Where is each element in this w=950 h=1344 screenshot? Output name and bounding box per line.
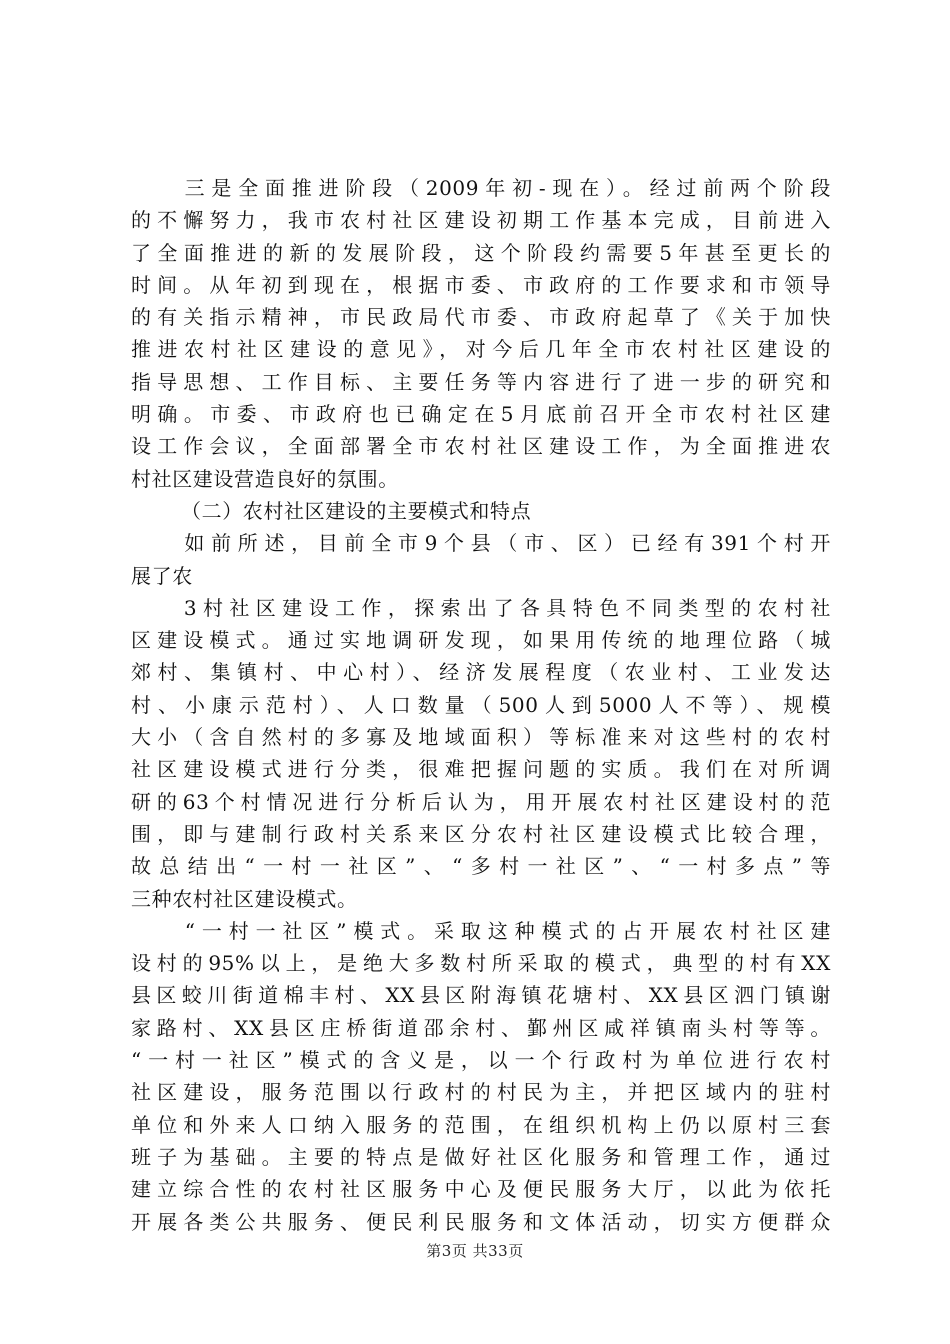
text-line: 区建设模式。通过实地调研发现，如果用传统的地理位路（城 [131,628,831,653]
text-line: 研的63个村情况进行分析后认为，用开展农村社区建设村的范 [131,789,831,814]
text-line: 郊村、集镇村、中心村）、经济发展程度（农业村、工业发达 [131,660,831,685]
text-line: 推进农村社区建设的意见》，对今后几年全市农村社区建设的 [131,337,831,362]
text-line: 故总结出“一村一社区”、“多村一社区”、“一村多点”等 [131,854,831,879]
text-line: 村、小康示范村）、人口数量（500人到5000人不等）、规模 [131,692,831,717]
text-line: 的不懈努力，我市农村社区建设初期工作基本完成，目前进入 [131,208,831,233]
text-line: 开展各类公共服务、便民利民服务和文体活动，切实方便群众 [131,1209,831,1234]
text-line: 单位和外来人口纳入服务的范围，在组织机构上仍以原村三套 [131,1112,831,1137]
text-line: 村社区建设营造良好的氛围。 [131,466,399,491]
text-line: 指导思想、工作目标、主要任务等内容进行了进一步的研究和 [131,369,831,394]
text-line: 社区建设，服务范围以行政村的村民为主，并把区域内的驻村 [131,1080,831,1105]
text-line: 建立综合性的农村社区服务中心及便民服务大厅，以此为依托 [131,1177,831,1202]
text-line: 围，即与建制行政村关系来区分农村社区建设模式比较合理， [131,821,831,846]
text-line: 设工作会议，全面部署全市农村社区建设工作，为全面推进农 [131,434,831,459]
text-line: “一村一社区”模式的含义是，以一个行政村为单位进行农村 [131,1048,831,1073]
text-line: 班子为基础。主要的特点是做好社区化服务和管理工作，通过 [131,1144,831,1169]
text-line: 明确。市委、市政府也已确定在5月底前召开全市农村社区建 [131,402,831,427]
text-line: “一村一社区”模式。采取这种模式的占开展农村社区建 [131,918,831,943]
text-line: 设村的95%以上，是绝大多数村所采取的模式，典型的村有XX [131,951,831,976]
text-line: 3村社区建设工作，探索出了各具特色不同类型的农村社 [131,595,831,620]
document-body [131,172,831,1238]
text-line: 社区建设模式进行分类，很难把握问题的实质。我们在对所调 [131,757,831,782]
section-heading: （二）农村社区建设的主要模式和特点 [181,498,532,523]
text-line: 家路村、XX县区庄桥街道邵余村、鄞州区咸祥镇南头村等等。 [131,1015,831,1040]
page-number-footer: 第3页 共33页 [426,1242,524,1260]
text-line: 三是全面推进阶段（2009年初-现在）。经过前两个阶段 [131,176,831,200]
text-line: 了全面推进的新的发展阶段，这个阶段约需要5年甚至更长的 [131,240,831,265]
text-line: 时间。从年初到现在，根据市委、市政府的工作要求和市领导 [131,272,831,297]
text-line: 县区蛟川街道棉丰村、XX县区附海镇花塘村、XX县区泗门镇谢 [131,983,831,1008]
text-line: 展了农 [131,563,193,588]
text-line: 三种农村社区建设模式。 [131,886,358,911]
text-line: 大小（含自然村的多寡及地域面积）等标准来对这些村的农村 [131,725,831,750]
text-line: 如前所述，目前全市9个县（市、区）已经有391个村开 [131,531,831,556]
text-line: 的有关指示精神，市民政局代市委、市政府起草了《关于加快 [131,305,831,330]
